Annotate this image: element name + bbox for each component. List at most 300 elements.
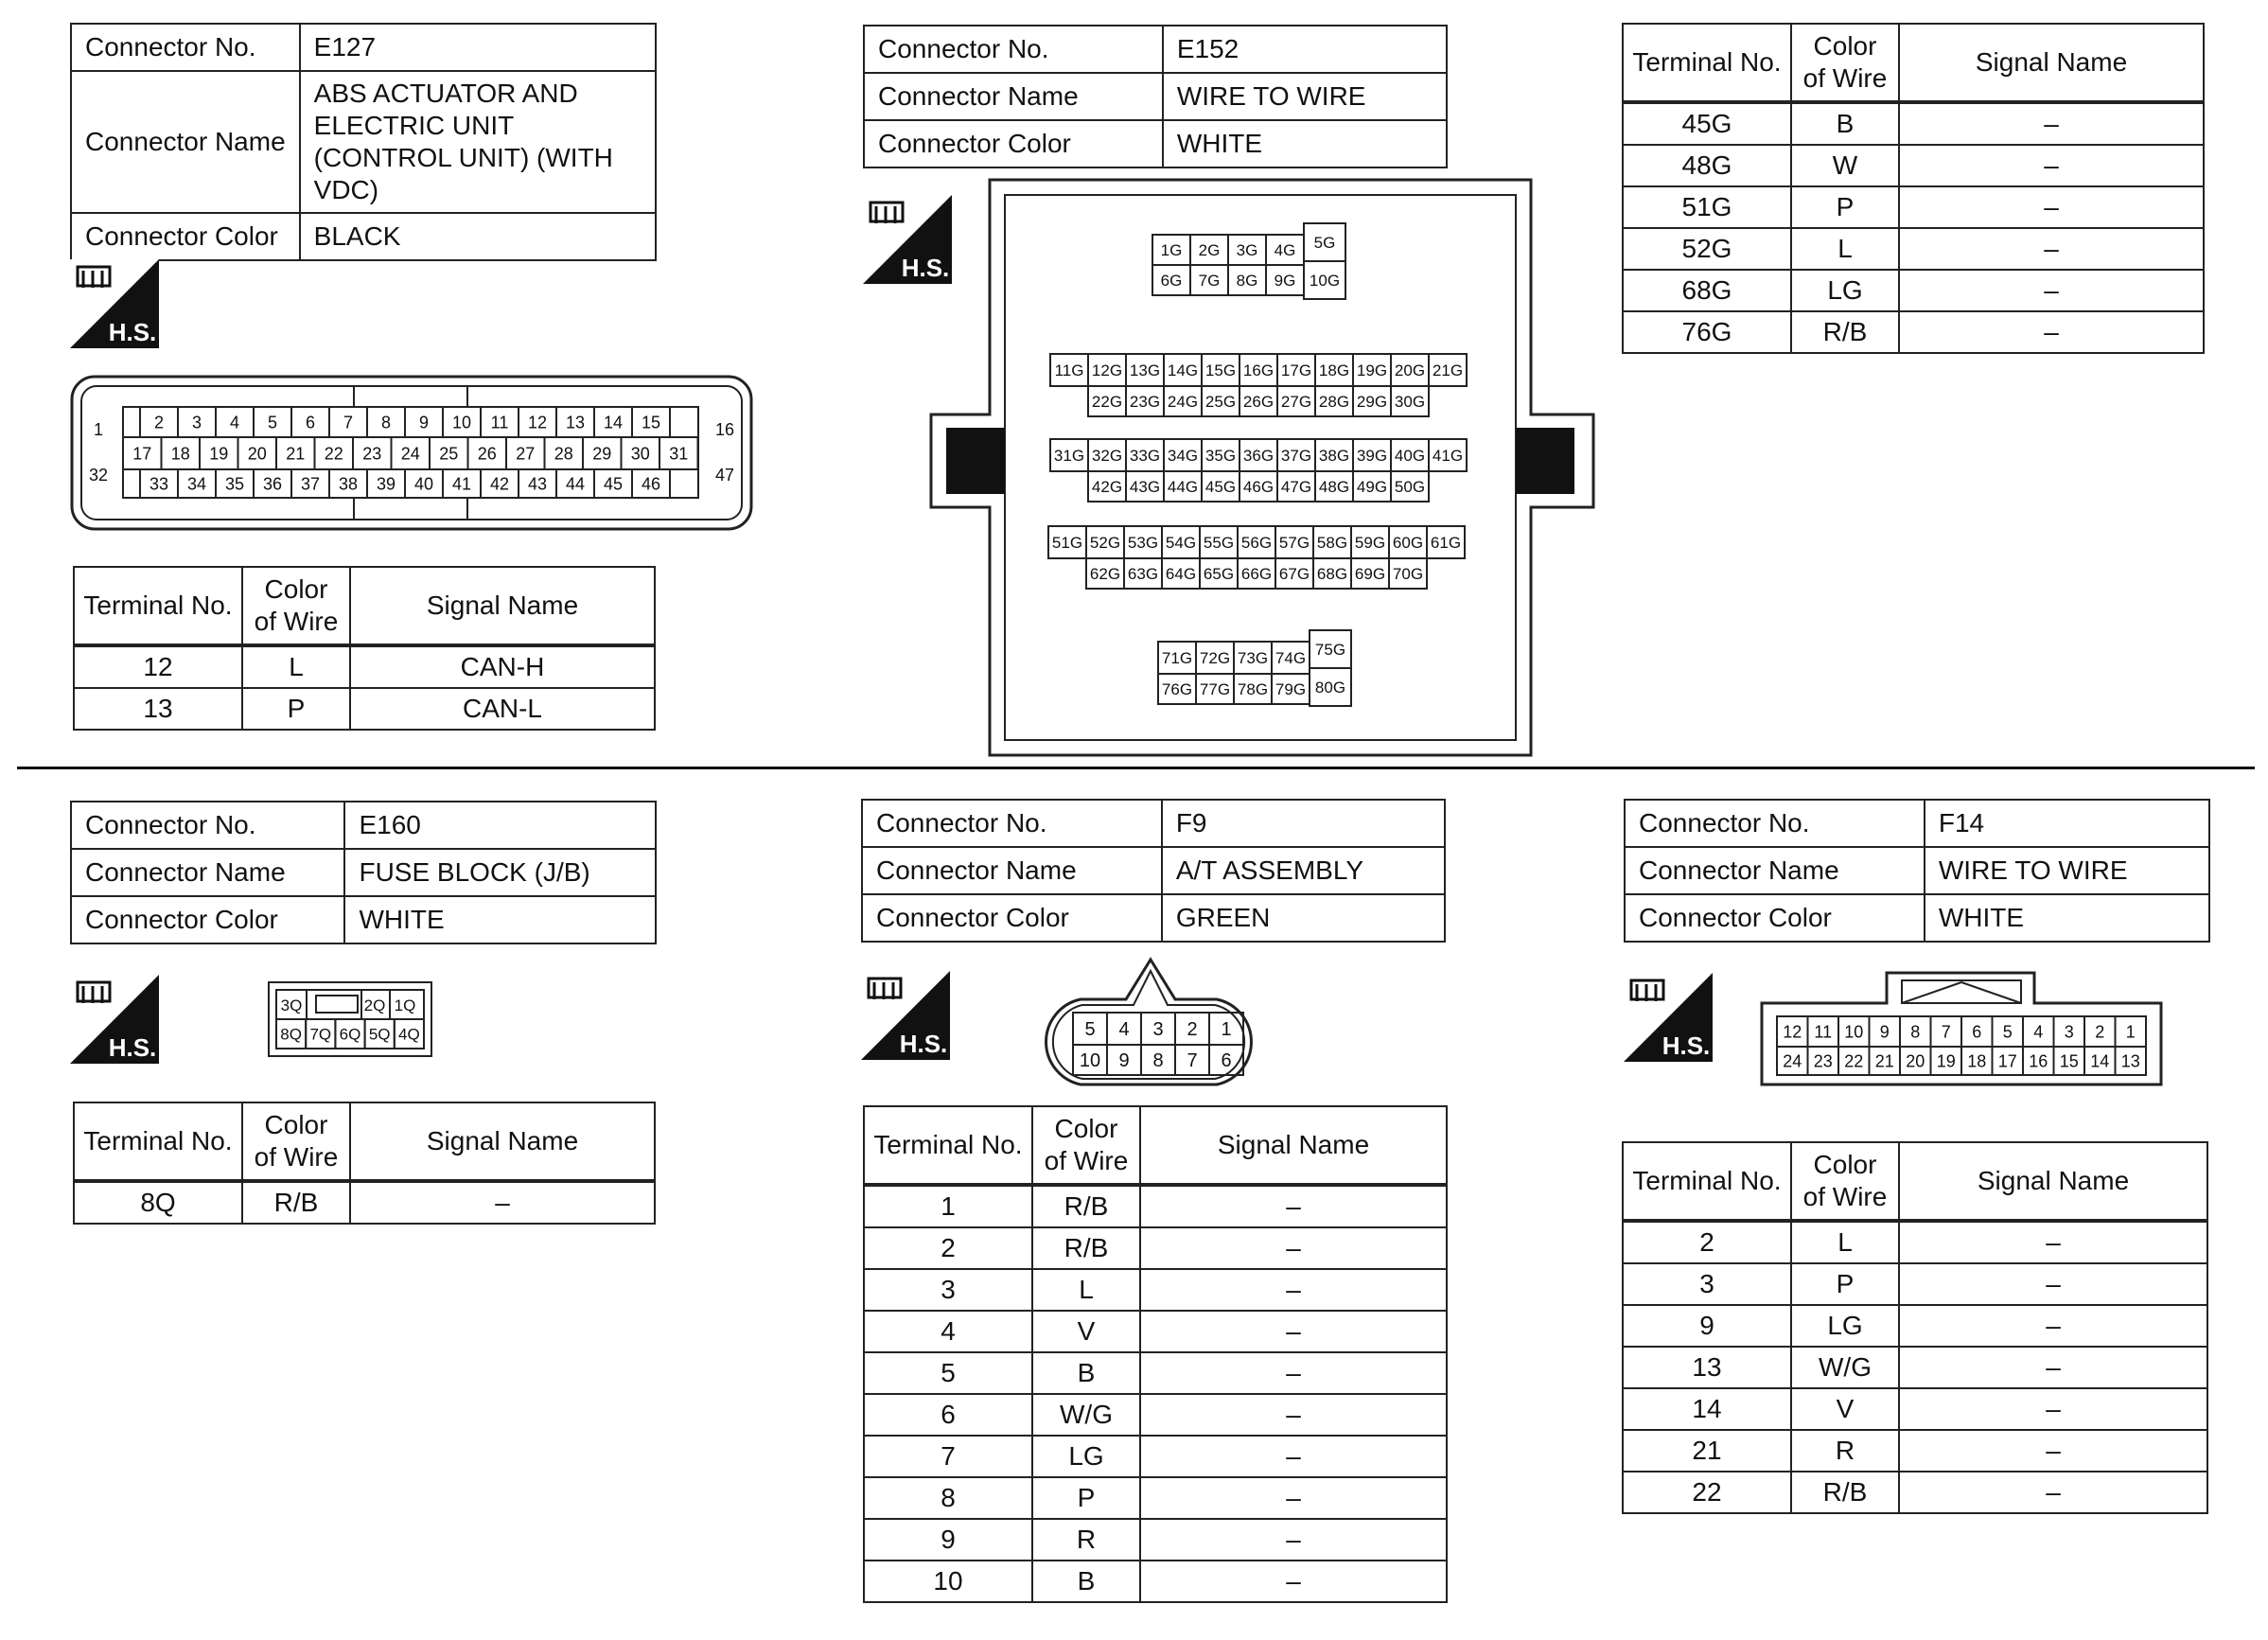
wire-color-cell: V (1791, 1388, 1899, 1430)
pin-label: 40 (413, 474, 434, 494)
pin-label: 74G (1275, 649, 1307, 668)
wire-color-cell: R/B (1032, 1227, 1140, 1269)
pin-label: 71G (1161, 649, 1193, 668)
wire-color-cell: R (1032, 1519, 1140, 1561)
pin-label: 47G (1280, 478, 1312, 497)
table-row (1623, 1221, 2207, 1263)
pin-label: 57G (1278, 534, 1310, 553)
pin-label: 30 (630, 444, 650, 464)
pin-label: 19 (209, 444, 229, 464)
pin-label: 70G (1392, 565, 1424, 584)
terminal-cell: 13 (1623, 1347, 1791, 1388)
terminal-cell: 1 (864, 1185, 1032, 1227)
signal-name-cell: – (1140, 1477, 1447, 1519)
hs-badge-text: H.S. (899, 1030, 948, 1058)
pin-label: 4 (229, 413, 240, 432)
terminal-cell: 22 (1623, 1472, 1791, 1513)
wire-color-cell: R/B (1791, 311, 1899, 353)
pin-label: 9 (1118, 1050, 1130, 1072)
signal-name-cell: – (1899, 1472, 2207, 1513)
pin-label: 39G (1356, 447, 1388, 466)
pin-label: 8 (1152, 1050, 1164, 1072)
signal-name-cell: – (1899, 270, 2204, 311)
table-row (1623, 1305, 2207, 1347)
connector-face-e160 (267, 980, 433, 1058)
pin-label: 80G (1314, 679, 1346, 697)
pin-label: 21 (286, 444, 306, 464)
signal-name-cell: – (1140, 1394, 1447, 1436)
connector-info-e160 (70, 801, 657, 944)
pin-label: 8G (1236, 272, 1258, 291)
pin-label: 45G (1204, 478, 1237, 497)
terminal-no-header: Terminal No. (74, 567, 242, 645)
pin-label: 79G (1275, 680, 1307, 699)
pin-label: 16G (1242, 362, 1275, 380)
pin-label: 5 (1084, 1019, 1096, 1041)
pin-label: 22G (1091, 393, 1123, 412)
signal-name-cell: – (1899, 311, 2204, 353)
terminal-cell: 4 (864, 1311, 1032, 1352)
pin-label: 10 (1079, 1050, 1101, 1072)
wire-color-cell: L (1791, 228, 1899, 270)
connector-info-f9 (861, 799, 1446, 943)
terminal-cell: 9 (1623, 1305, 1791, 1347)
connector-color-label: Connector Color (1625, 894, 1925, 942)
pin-label: 21G (1432, 362, 1464, 380)
pin-label: 31 (669, 444, 689, 464)
signal-name-cell: – (1140, 1227, 1447, 1269)
signal-name-header: Signal Name (1899, 24, 2204, 102)
pin-label: 55G (1203, 534, 1235, 553)
pin-label: 15 (641, 413, 661, 432)
pin-label: 64G (1165, 565, 1197, 584)
pin-label: 46 (641, 474, 661, 494)
pin-label: 25G (1204, 393, 1237, 412)
pin-label: 1 (1221, 1019, 1232, 1041)
pin-label: 10 (451, 413, 472, 432)
harness-side-icon (70, 259, 159, 348)
pin-label: 32G (1091, 447, 1123, 466)
pin-label: 15G (1204, 362, 1237, 380)
connector-color-label: Connector Color (864, 120, 1163, 168)
connector-no-label: Connector No. (71, 802, 344, 849)
pin-label: 13 (565, 413, 586, 432)
wire-color-header: Color of Wire (1032, 1106, 1140, 1185)
pin-label: 38G (1318, 447, 1350, 466)
table-row (74, 1181, 655, 1224)
pin-label: 50G (1394, 478, 1426, 497)
pin-label: 10G (1309, 272, 1341, 290)
table-row (1623, 1472, 2207, 1513)
terminal-cell: 45G (1623, 102, 1791, 145)
wire-color-cell: W/G (1032, 1394, 1140, 1436)
pin-label: 1 (93, 420, 104, 439)
table-row (1623, 1388, 2207, 1430)
connector-color-value: WHITE (1163, 120, 1447, 168)
terminal-cell: 9 (864, 1519, 1032, 1561)
wire-color-header: Color of Wire (242, 567, 350, 645)
pin-label: 27 (516, 444, 536, 464)
signal-name-cell: – (1899, 1263, 2207, 1305)
wire-color-cell: W/G (1791, 1347, 1899, 1388)
pin-label: 16 (714, 420, 735, 439)
pin-label: 12G (1091, 362, 1123, 380)
pin-label: 30G (1394, 393, 1426, 412)
connector-name-label: Connector Name (862, 847, 1162, 894)
connector-color-label: Connector Color (862, 894, 1162, 942)
pin-label: 20 (247, 444, 267, 464)
connector-face-f14 (1760, 969, 2163, 1086)
pin-label: 9 (1879, 1022, 1890, 1042)
table-row (1623, 228, 2204, 270)
terminal-table-f14 (1622, 1141, 2208, 1514)
pin-label: 17 (132, 444, 152, 464)
pin-label: 18 (1967, 1051, 1987, 1071)
section-divider (17, 767, 2255, 769)
connector-name-label: Connector Name (864, 73, 1163, 120)
pin-label: 24 (1783, 1051, 1802, 1071)
table-row (1623, 145, 2204, 186)
pin-label: 56G (1240, 534, 1273, 553)
harness-side-icon (70, 975, 159, 1064)
signal-name-cell: – (1140, 1436, 1447, 1477)
pin-label: 7 (343, 413, 354, 432)
terminal-table-e127 (73, 566, 656, 731)
pin-label: 45 (603, 474, 624, 494)
pin-label: 59G (1354, 534, 1386, 553)
pin-label: 38 (338, 474, 359, 494)
pin-label: 22 (1844, 1051, 1864, 1071)
pin-label: 20 (1906, 1051, 1925, 1071)
pin-label: 23 (1813, 1051, 1833, 1071)
terminal-cell: 3 (864, 1269, 1032, 1311)
terminal-no-header: Terminal No. (864, 1106, 1032, 1185)
pin-label: 1 (2125, 1022, 2136, 1042)
pin-label: 2 (1187, 1019, 1198, 1041)
connector-no-value: E152 (1163, 26, 1447, 73)
pin-label: 68G (1316, 565, 1348, 584)
harness-side-icon (1624, 973, 1713, 1062)
pin-label: 29 (592, 444, 612, 464)
pin-label: 8Q (280, 1025, 302, 1044)
wire-color-cell: P (1791, 186, 1899, 228)
pin-label: 6 (1221, 1050, 1232, 1072)
pin-label: 47 (714, 466, 735, 485)
pin-label: 48G (1318, 478, 1350, 497)
table-row (1623, 1430, 2207, 1472)
signal-name-cell: – (1899, 228, 2204, 270)
wire-color-header: Color of Wire (1791, 1142, 1899, 1221)
pin-label: 51G (1051, 534, 1083, 553)
wire-color-header: Color of Wire (242, 1102, 350, 1181)
pin-label: 25 (439, 444, 459, 464)
connector-no-value: F9 (1162, 800, 1445, 847)
hs-badge-text: H.S. (1661, 1032, 1711, 1060)
terminal-cell: 6 (864, 1394, 1032, 1436)
pin-label: 5Q (368, 1025, 391, 1044)
pin-label: 27G (1280, 393, 1312, 412)
pin-label: 3 (1152, 1019, 1164, 1041)
connector-name-value: FUSE BLOCK (J/B) (344, 849, 656, 896)
pin-label: 41G (1432, 447, 1464, 466)
terminal-cell: 76G (1623, 311, 1791, 353)
pin-label: 12 (527, 413, 548, 432)
terminal-cell: 5 (864, 1352, 1032, 1394)
table-row (74, 688, 655, 730)
pin-label: 78G (1237, 680, 1269, 699)
pin-label: 17 (1997, 1051, 2017, 1071)
pin-label: 33 (149, 474, 169, 494)
pin-label: 66G (1240, 565, 1273, 584)
signal-name-cell: – (1140, 1185, 1447, 1227)
table-row (864, 1269, 1447, 1311)
pin-label: 19 (1936, 1051, 1956, 1071)
pin-label: 3G (1236, 241, 1258, 260)
pin-label: 73G (1237, 649, 1269, 668)
pin-label: 5 (2002, 1022, 2013, 1042)
signal-name-cell: CAN-L (350, 688, 655, 730)
pin-label: 60G (1392, 534, 1424, 553)
terminal-cell: 13 (74, 688, 242, 730)
pin-label: 35 (224, 474, 245, 494)
pin-label: 34G (1167, 447, 1199, 466)
pin-label: 42 (489, 474, 510, 494)
connector-no-label: Connector No. (864, 26, 1163, 73)
terminal-cell: 2 (864, 1227, 1032, 1269)
pin-label: 1Q (394, 996, 416, 1014)
signal-name-cell: – (1140, 1561, 1447, 1602)
wire-color-cell: LG (1791, 270, 1899, 311)
signal-name-cell: – (1899, 1388, 2207, 1430)
pin-label: 35G (1204, 447, 1237, 466)
pin-label: 24 (400, 444, 420, 464)
connector-color-value: BLACK (300, 213, 656, 260)
table-row (864, 1519, 1447, 1561)
terminal-cell: 21 (1623, 1430, 1791, 1472)
pin-label: 12 (1783, 1022, 1802, 1042)
pin-label: 4G (1274, 241, 1296, 260)
hs-badge-text: H.S. (108, 1033, 157, 1062)
table-row (864, 1352, 1447, 1394)
pin-label: 6 (305, 413, 316, 432)
pin-label: 14 (603, 413, 624, 432)
terminal-cell: 10 (864, 1561, 1032, 1602)
pin-label: 6Q (339, 1025, 361, 1044)
signal-name-cell: – (1140, 1519, 1447, 1561)
pin-label: 20G (1394, 362, 1426, 380)
table-row (74, 645, 655, 688)
terminal-cell: 7 (864, 1436, 1032, 1477)
signal-name-cell: CAN-H (350, 645, 655, 688)
pin-label: 5G (1313, 234, 1336, 252)
wire-color-cell: R/B (242, 1181, 350, 1224)
pin-label: 62G (1089, 565, 1121, 584)
connector-face-f9 (1033, 956, 1264, 1088)
pin-label: 9G (1274, 272, 1296, 291)
pin-label: 8 (1910, 1022, 1921, 1042)
terminal-table-e152 (1622, 23, 2205, 354)
pin-label: 65G (1203, 565, 1235, 584)
terminal-cell: 52G (1623, 228, 1791, 270)
connector-face-e127 (70, 375, 753, 531)
signal-name-cell: – (1899, 186, 2204, 228)
connector-color-value: WHITE (344, 896, 656, 943)
pin-label: 13G (1129, 362, 1161, 380)
harness-side-icon (861, 971, 950, 1060)
pin-label: 23G (1129, 393, 1161, 412)
terminal-table-e160 (73, 1102, 656, 1225)
table-row (1623, 186, 2204, 228)
table-row (864, 1394, 1447, 1436)
wire-color-cell: B (1032, 1352, 1140, 1394)
pin-label: 19G (1356, 362, 1388, 380)
table-row (1623, 1263, 2207, 1305)
pin-label: 4Q (398, 1025, 420, 1044)
table-row (1623, 102, 2204, 145)
pin-label: 4 (1118, 1019, 1130, 1041)
terminal-no-header: Terminal No. (74, 1102, 242, 1181)
pin-label: 7Q (309, 1025, 332, 1044)
wire-color-header: Color of Wire (1791, 24, 1899, 102)
pin-label: 11 (1814, 1022, 1833, 1042)
hs-badge-text: H.S. (108, 318, 157, 346)
terminal-no-header: Terminal No. (1623, 24, 1791, 102)
pin-label: 8 (380, 413, 392, 432)
pin-label: 58G (1316, 534, 1348, 553)
pin-label: 29G (1356, 393, 1388, 412)
pin-label: 2G (1198, 241, 1221, 260)
connector-name-value: WIRE TO WIRE (1163, 73, 1447, 120)
terminal-cell: 51G (1623, 186, 1791, 228)
wire-color-cell: P (1791, 1263, 1899, 1305)
signal-name-cell: – (1899, 1221, 2207, 1263)
table-row (864, 1185, 1447, 1227)
pin-label: 11 (490, 413, 509, 432)
pin-label: 36G (1242, 447, 1275, 466)
pin-label: 53G (1127, 534, 1159, 553)
terminal-cell: 14 (1623, 1388, 1791, 1430)
pin-label: 54G (1165, 534, 1197, 553)
table-row (864, 1477, 1447, 1519)
connector-name-value: WIRE TO WIRE (1925, 847, 2209, 894)
table-row (864, 1311, 1447, 1352)
pin-label: 39 (376, 474, 396, 494)
terminal-cell: 8Q (74, 1181, 242, 1224)
signal-name-cell: – (1899, 102, 2204, 145)
signal-name-header: Signal Name (1899, 1142, 2207, 1221)
pin-label: 26 (477, 444, 497, 464)
table-row (864, 1561, 1447, 1602)
table-row (1623, 311, 2204, 353)
pin-label: 43G (1129, 478, 1161, 497)
pin-label: 2Q (363, 996, 386, 1014)
wire-color-cell: L (1032, 1269, 1140, 1311)
pin-label: 15 (2059, 1051, 2079, 1071)
connector-no-label: Connector No. (1625, 800, 1925, 847)
signal-name-cell: – (1140, 1352, 1447, 1394)
pin-label: 44 (565, 474, 586, 494)
pin-label: 24G (1167, 393, 1199, 412)
pin-label: 37 (300, 474, 321, 494)
pin-label: 6G (1160, 272, 1183, 291)
connector-info-f14 (1624, 799, 2210, 943)
signal-name-cell: – (1140, 1311, 1447, 1352)
pin-label: 37G (1280, 447, 1312, 466)
pin-label: 7 (1941, 1022, 1951, 1042)
signal-name-cell: – (1899, 1305, 2207, 1347)
connector-name-value: A/T ASSEMBLY (1162, 847, 1445, 894)
table-row (864, 1436, 1447, 1477)
signal-name-header: Signal Name (350, 567, 655, 645)
pin-label: 42G (1091, 478, 1123, 497)
signal-name-header: Signal Name (1140, 1106, 1447, 1185)
pin-label: 11G (1054, 362, 1084, 380)
pin-label: 61G (1430, 534, 1462, 553)
pin-label: 23 (362, 444, 382, 464)
table-row (1623, 270, 2204, 311)
pin-label: 18 (170, 444, 190, 464)
terminal-cell: 3 (1623, 1263, 1791, 1305)
connector-no-value: E160 (344, 802, 656, 849)
wire-color-cell: LG (1791, 1305, 1899, 1347)
connector-no-label: Connector No. (71, 24, 300, 71)
table-row (1623, 1347, 2207, 1388)
terminal-cell: 12 (74, 645, 242, 688)
pin-label: 22 (324, 444, 343, 464)
pin-label: 7G (1198, 272, 1221, 291)
pin-label: 14 (2090, 1051, 2110, 1071)
pin-label: 9 (418, 413, 430, 432)
pin-label: 28 (554, 444, 573, 464)
pin-label: 43 (527, 474, 548, 494)
wire-color-cell: R (1791, 1430, 1899, 1472)
connector-color-label: Connector Color (71, 213, 300, 260)
pin-label: 26G (1242, 393, 1275, 412)
terminal-cell: 2 (1623, 1221, 1791, 1263)
connector-color-value: GREEN (1162, 894, 1445, 942)
pin-label: 1G (1160, 241, 1183, 260)
pin-label: 4 (2033, 1022, 2044, 1042)
wire-color-cell: W (1791, 145, 1899, 186)
pin-label: 18G (1318, 362, 1350, 380)
wire-color-cell: V (1032, 1311, 1140, 1352)
connector-no-value: F14 (1925, 800, 2209, 847)
signal-name-cell: – (1899, 1430, 2207, 1472)
connector-name-label: Connector Name (71, 849, 344, 896)
terminal-cell: 48G (1623, 145, 1791, 186)
connector-info-e152 (863, 25, 1448, 168)
connector-no-value: E127 (300, 24, 656, 71)
pin-label: 2 (2095, 1022, 2105, 1042)
connector-color-label: Connector Color (71, 896, 344, 943)
wire-color-cell: L (242, 645, 350, 688)
pin-label: 69G (1354, 565, 1386, 584)
terminal-cell: 68G (1623, 270, 1791, 311)
terminal-no-header: Terminal No. (1623, 1142, 1791, 1221)
pin-label: 46G (1242, 478, 1275, 497)
pin-label: 32 (88, 466, 109, 485)
pin-label: 72G (1199, 649, 1231, 668)
pin-label: 3 (2064, 1022, 2074, 1042)
wire-color-cell: P (1032, 1477, 1140, 1519)
pin-label: 34 (186, 474, 207, 494)
connector-color-value: WHITE (1925, 894, 2209, 942)
connector-name-label: Connector Name (1625, 847, 1925, 894)
pin-label: 10 (1844, 1022, 1864, 1042)
terminal-cell: 8 (864, 1477, 1032, 1519)
wire-color-cell: B (1032, 1561, 1140, 1602)
pin-label: 49G (1356, 478, 1388, 497)
